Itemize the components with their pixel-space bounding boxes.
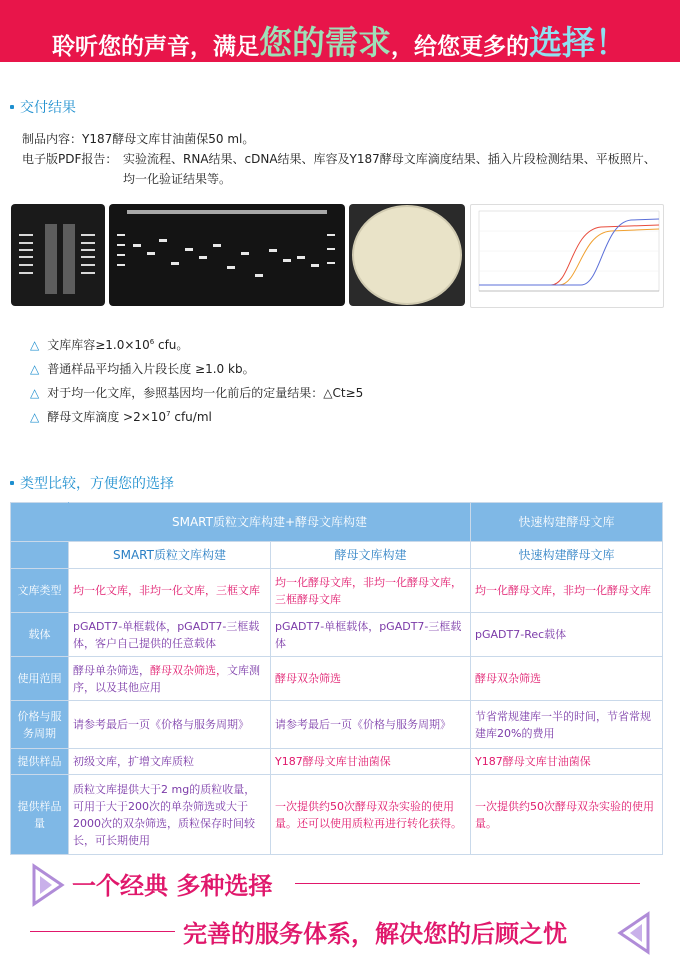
table-cell: 质粒文库提供大于2 mg的质粒收量，可用于大于200次的单杂筛选或大于2000次的双杂筛选，质粒保存时间较长，可长期使用 [69,775,271,855]
spec-text: 对于均一化文库，参照基因均一化前后的定量结果：△Ct≥5 [47,386,364,400]
table-cell: 一次提供约50次酵母双杂实验的使用量。 [471,775,663,855]
petri-dish-image [349,204,465,306]
slogan-part-2: 您的需求 [259,23,391,62]
spec-sup: 7 [166,410,171,418]
petri-dish-icon [349,204,465,306]
product-line [22,129,254,149]
header-group-1: SMART质粒文库构建+酵母文库构建 [69,503,471,542]
report-label-text: 电子版PDF报告： [22,152,118,166]
spec-text-after: cfu/ml [170,410,212,424]
triangle-icon: △ [30,386,40,400]
section-title-compare [10,473,174,493]
gel-large-image [109,204,345,306]
table-cell: 酵母双杂筛选 [271,657,471,701]
table-cell: 酵母双杂筛选 [471,657,663,701]
row-label: 载体 [11,613,69,657]
spec-text-after: cfu。 [154,338,189,352]
row-label: 价格与服务周期 [11,701,69,749]
row-label: 提供样品 [11,749,69,775]
spec-text: 文库库容≥1.0×10 [47,338,150,352]
triangle-icon: △ [30,338,40,352]
slogan-part-4: 选择！ [529,23,628,62]
triangle-icon: △ [30,362,40,376]
slogan-part-1: 聆听您的声音，满足 [52,34,259,60]
cell-text: 酵母双杂筛选， [150,663,227,677]
table-cell: pGADT7-单框载体，pGADT7-三框载体 [271,613,471,657]
comparison-table [10,502,663,855]
delivery-title-text: 交付结果 [20,100,76,116]
footer-divider-2 [30,931,175,932]
table-cell: 请参考最后一页《价格与服务周期》 [69,701,271,749]
gel-large-icon [109,204,345,306]
compare-title-text: 类型比较，方便您的选择 [20,476,174,492]
subheader-smart: SMART质粒文库构建 [69,542,271,569]
table-cell: 节省常规建库一半的时间，节省常规建库20%的费用 [471,701,663,749]
product-label: 制品内容： [22,132,83,146]
table-cell [69,657,271,701]
table-row [11,775,663,855]
subheader-fast: 快速构建酵母文库 [471,542,663,569]
triangle-icon: △ [30,410,40,424]
section-title-delivery [10,97,76,117]
table-subheader-row [11,542,663,569]
table-cell: pGADT7-Rec载体 [471,613,663,657]
spec-item-normalization [30,384,363,401]
bullet-dot-icon [10,105,14,109]
bullet-dot-icon [10,481,14,485]
footer-slogan-1: 一个经典 多种选择 [72,872,273,900]
table-cell: Y187酵母文库甘油菌保 [471,749,663,775]
footer-slogan-2: 完善的服务体系，解决您的后顾之忧 [183,920,567,948]
slogan-part-3: ，给您更多的 [391,34,529,60]
table-cell: 均一化酵母文库，非均一化酵母文库，三框酵母文库 [271,569,471,613]
product-value: Y187酵母文库甘油菌保50 ml。 [82,132,255,146]
table-cell: 均一化酵母文库，非均一化酵母文库 [471,569,663,613]
play-arrow-right-icon [616,910,652,956]
spec-item-capacity [30,336,188,353]
qpcr-curve-icon [471,205,663,307]
report-value: 实验流程、RNA结果、cDNA结果、库容及Y187酵母文库滴度结果、插入片段检测结果、平板照片、均一化验证结果等。 [123,152,656,186]
gel-small-image [11,204,105,306]
qpcr-chart-image [470,204,664,308]
header-group-2: 快速构建酵母文库 [471,503,663,542]
row-label: 使用范围 [11,657,69,701]
play-arrow-left-icon [30,862,66,908]
subheader-yeast: 酵母文库构建 [271,542,471,569]
cell-text: 文库测序，以及其他应用 [73,663,260,694]
report-label [22,149,117,169]
footer-divider-1 [295,883,640,884]
table-row [11,613,663,657]
table-row [11,701,663,749]
row-label: 文库类型 [11,569,69,613]
table-header-row [11,503,663,542]
table-row [11,749,663,775]
spec-item-titer [30,408,212,425]
table-cell: 均一化文库，非均一化文库，三框文库 [69,569,271,613]
banner-slogan [0,14,680,72]
spec-text: 普通样品平均插入片段长度 ≥1.0 kb。 [47,362,255,376]
row-label: 提供样品量 [11,775,69,855]
cell-text: 酵母单杂筛选， [73,663,150,677]
table-cell: Y187酵母文库甘油菌保 [271,749,471,775]
gel-small-icon [11,204,105,306]
table-cell: 初级文库，扩增文库质粒 [69,749,271,775]
table-cell: 请参考最后一页《价格与服务周期》 [271,701,471,749]
table-row [11,657,663,701]
header-corner [11,503,69,542]
spec-item-insert-length [30,360,255,377]
table-cell: 一次提供约50次酵母双杂实验的使用量。还可以使用质粒再进行转化获得。 [271,775,471,855]
subheader-corner [11,542,69,569]
spec-sup: 6 [149,338,155,346]
table-row [11,569,663,613]
table-cell: pGADT7-单框载体，pGADT7-三框载体，客户自己提供的任意载体 [69,613,271,657]
spec-text: 酵母文库滴度 >2×10 [47,410,167,424]
